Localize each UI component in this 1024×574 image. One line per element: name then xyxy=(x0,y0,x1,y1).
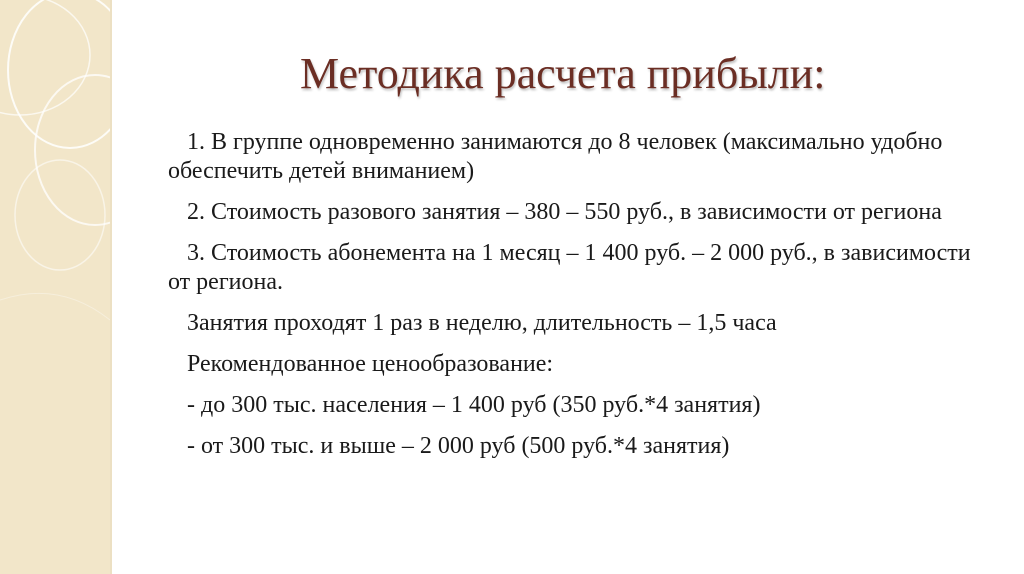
slide-title: Методика расчета прибыли: xyxy=(300,49,826,98)
paragraph-group-size: 1. В группе одновременно занимаются до 8 человек (максимально удобно обеспечить детей вниманием) xyxy=(168,129,943,184)
paragraph-single-lesson-cost: 2. Стоимость разового занятия – 380 – 550 руб., в зависимости от региона xyxy=(187,199,942,225)
slide-body xyxy=(168,128,998,473)
band-edge xyxy=(110,0,112,574)
line-pricing-large-city: - от 300 тыс. и выше – 2 000 руб (500 руб.*4 занятия) xyxy=(187,433,730,459)
line-lesson-schedule: Занятия проходят 1 раз в неделю, длительность – 1,5 часа xyxy=(187,310,777,336)
line-pricing-small-city: - до 300 тыс. населения – 1 400 руб (350 руб.*4 занятия) xyxy=(187,392,761,418)
side-decorative-band xyxy=(0,0,110,574)
paragraph-subscription-cost: 3. Стоимость абонемента на 1 месяц – 1 400 руб. – 2 000 руб., в зависимости от региона. xyxy=(168,240,971,295)
swirl-rings-ornament xyxy=(0,0,110,574)
line-pricing-heading: Рекомендованное ценообразование: xyxy=(187,351,554,377)
